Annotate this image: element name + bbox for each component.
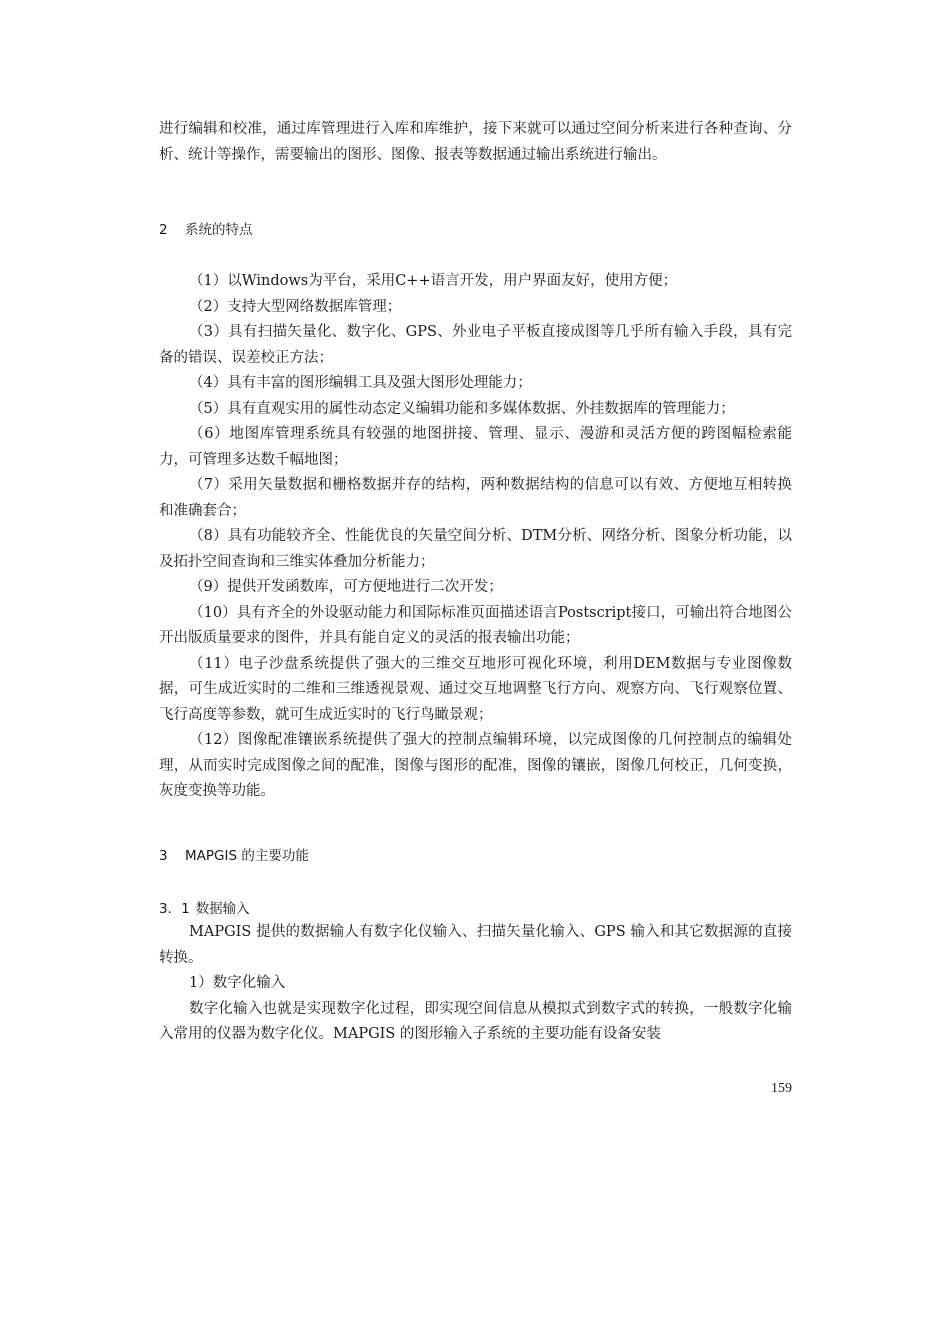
list-item: （4）具有丰富的图形编辑工具及强大图形处理能力； [189,375,532,391]
section-2-list [159,269,792,805]
section-2-heading [159,218,792,243]
intro-block [159,117,792,168]
subsection-3-1-heading [159,897,792,922]
section-3-body [159,920,792,1048]
paragraph: MAPGIS 提供的数据输人有数字化仪输入、扫描矢量化输入、GPS 输入和其它数据源的直接转换。 [159,924,792,966]
list-item: （6）地图库管理系统具有较强的地图拼接、管理、显示、漫游和灵活方便的跨图幅检索能力，可管理多达数千幅地图； [159,426,792,468]
intro-paragraph: 进行编辑和校准，通过库管理进行入库和库维护，接下来就可以通过空间分析来进行各种查询、分析、统计等操作，需要输出的图形、图像、报表等数据通过输出系统进行输出。 [159,121,792,163]
list-item: （12）图像配准镶嵌系统提供了强大的控制点编辑环境，以完成图像的几何控制点的编辑处理，从而实时完成图像之间的配准，图像与图形的配准，图像的镶嵌，图像几何校正，几何变换，灰度变换等功能。 [159,732,792,799]
list-item: （11）电子沙盘系统提供了强大的三维交互地形可视化环境，利用DEM数据与专业图像数据，可生成近实时的二维和三维透视景观、通过交互地调整飞行方向、观察方向、飞行观察位置、飞行高度等参数，就可生成近实时的飞行鸟瞰景观； [159,655,792,723]
section-2-title: 系统的特点 [185,222,253,238]
subsection-3-1-title: 数据输入 [195,901,250,917]
list-item: （3）具有扫描矢量化、数字化、GPS、外业电子平板直接成图等几乎所有输入手段，具有完备的错误、误差校正方法； [159,324,792,366]
paragraph: 数字化输入也就是实现数字化过程，即实现空间信息从模拟式到数字式的转换，一般数字化输入常用的仪器为数字化仪。MAPGIS 的图形输入子系统的主要功能有设备安装 [159,1000,792,1042]
section-3-heading [159,844,792,869]
list-item: （7）采用矢量数据和栅格数据并存的结构，两种数据结构的信息可以有效、方便地互相转换和准确套合； [159,477,792,519]
section-3-number: 3 [159,848,168,864]
section-2-number: 2 [159,222,168,238]
section-3-title: MAPGIS 的主要功能 [185,848,309,864]
list-item: 1）数字化输入 [189,975,286,991]
subsection-3-1-number: 3．1 [159,901,190,917]
list-item: （9）提供开发函数库，可方便地进行二次开发； [189,579,503,595]
list-item: （1）以Windows为平台，采用C++语言开发，用户界面友好，使用方便； [189,273,678,289]
list-item: （5）具有直观实用的属性动态定义编辑功能和多媒体数据、外挂数据库的管理能力； [189,400,735,417]
list-item: （10）具有齐全的外设驱动能力和国际标准页面描述语言Postscript接口，可输出符合地图公开出版质量要求的图件，并具有能自定义的灵活的报表输出功能； [159,604,792,646]
list-item: （8）具有功能较齐全、性能优良的矢量空间分析、DTM分析、网络分析、图象分析功能，以及拓扑空间查询和三维实体叠加分析能力； [159,528,792,570]
page-number: 159 [771,1081,792,1096]
list-item: （2）支持大型网络数据库管理； [189,298,402,315]
